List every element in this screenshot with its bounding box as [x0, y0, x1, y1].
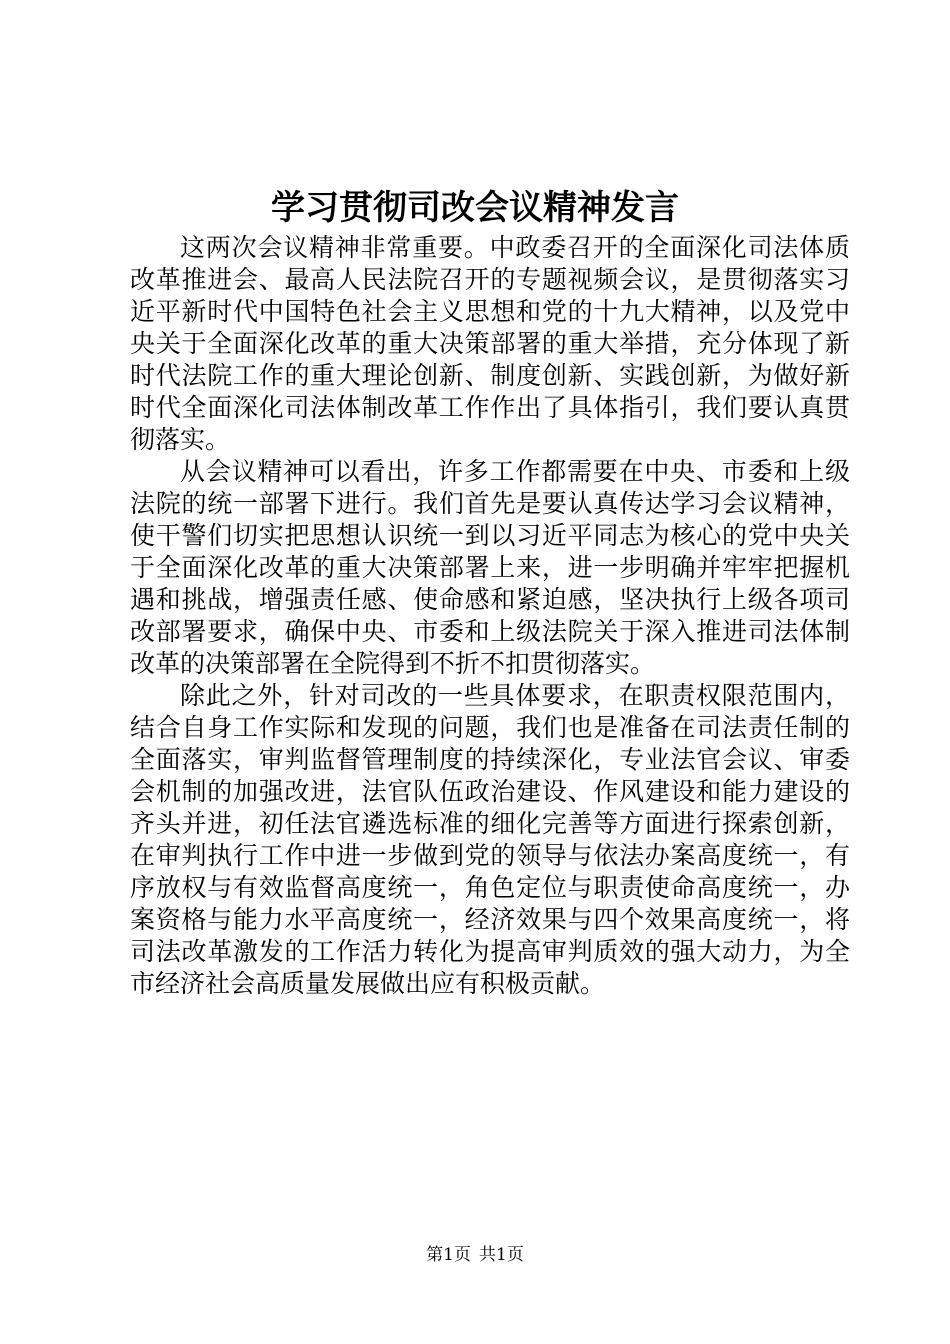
document-title: 学习贯彻司改会议精神发言	[271, 188, 679, 228]
page-number: 第1页	[426, 1245, 471, 1265]
page-footer	[0, 1243, 950, 1267]
paragraph-2: 从会议精神可以看出，许多工作都需要在中央、市委和上级法院的统一部署下进行。我们首先是要认真传达学习会议精神，使干警们切实把思想认识统一到以习近平同志为核心的党中央关于全面深化改革的重大决策部署上来，进一步明确并牢牢把握机遇和挑战，增强责任感、使命感和紧迫感，坚决执行上级各项司改部署要求，确保中央、市委和上级法院关于深入推进司法体制改革的决策部署在全院得到不折不扣贯彻落实。	[130, 457, 850, 678]
page-total: 共1页	[479, 1245, 524, 1265]
paragraph-1: 这两次会议精神非常重要。中政委召开的全面深化司法体质改革推进会、最高人民法院召开的专题视频会议，是贯彻落实习近平新时代中国特色社会主义思想和党的十九大精神，以及党中央关于全面深化改革的重大决策部署的重大举措，充分体现了新时代法院工作的重大理论创新、制度创新、实践创新，为做好新时代全面深化司法体制改革工作作出了具体指引，我们要认真贯彻落实。	[130, 233, 850, 454]
paragraph-3: 除此之外，针对司改的一些具体要求，在职责权限范围内，结合自身工作实际和发现的问题，我们也是准备在司法责任制的全面落实，审判监督管理制度的持续深化，专业法官会议、审委会机制的加强改进，法官队伍政治建设、作风建设和能力建设的齐头并进，初任法官遴选标准的细化完善等方面进行探索创新，在审判执行工作中进一步做到党的领导与依法办案高度统一，有序放权与有效监督高度统一，角色定位与职责使命高度统一，办案资格与能力水平高度统一，经济效果与四个效果高度统一，将司法改革激发的工作活力转化为提高审判质效的强大动力，为全市经济社会高质量发展做出应有积极贡献。	[130, 681, 850, 998]
document-body	[130, 232, 850, 1000]
